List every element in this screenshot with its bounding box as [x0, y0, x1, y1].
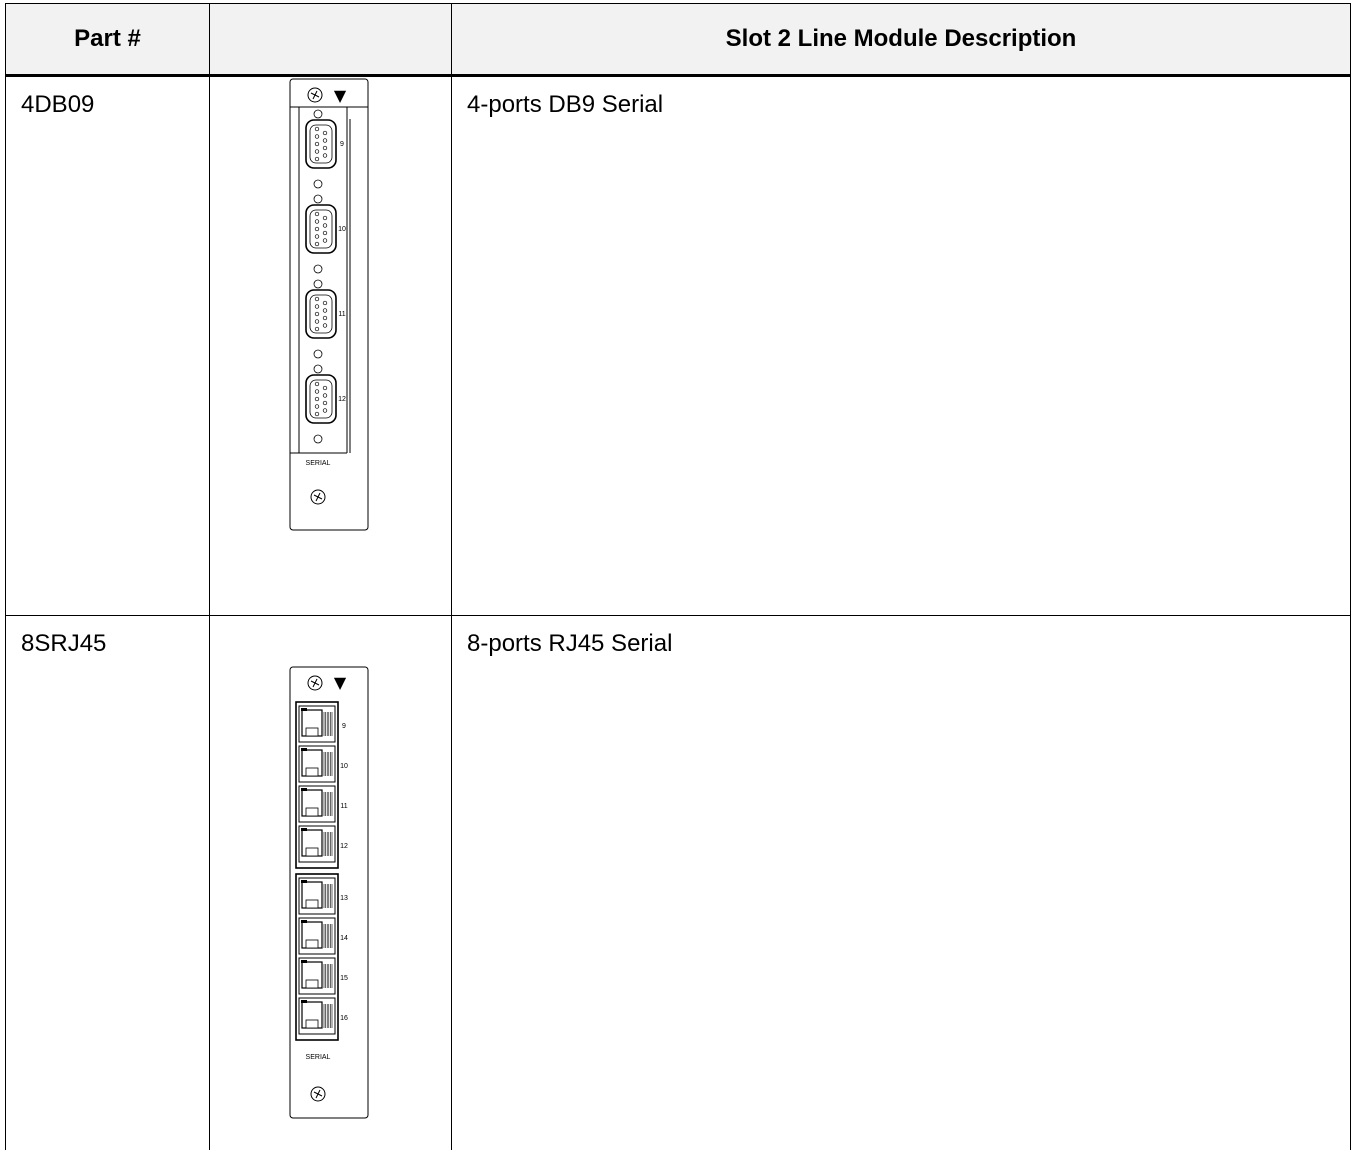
down-arrow-icon: ▼ [333, 86, 346, 105]
header-part-number: Part # [6, 4, 210, 76]
screw-icon [311, 1087, 325, 1101]
db9-port [306, 120, 336, 168]
led-indicator [314, 435, 322, 443]
screw-icon [311, 490, 325, 504]
port-number: 9 [342, 723, 346, 730]
db9-port [306, 375, 336, 423]
db9-serial-module-illustration [211, 77, 451, 599]
port-number: 12 [340, 843, 348, 850]
led-indicator [314, 265, 322, 273]
port-number: 15 [340, 975, 348, 982]
led-indicator [314, 280, 322, 288]
rj45-port [299, 918, 335, 954]
module-image-cell [210, 76, 452, 616]
screw-icon [308, 88, 322, 102]
rj45-port [299, 826, 335, 862]
rj45-port [299, 878, 335, 914]
port-number: 9 [340, 141, 344, 148]
header-image [210, 4, 452, 76]
led-indicator [314, 110, 322, 118]
db9-port [306, 290, 336, 338]
table-row [6, 616, 1351, 1150]
down-arrow-icon: ▼ [333, 673, 346, 692]
port-number: 10 [338, 226, 346, 233]
table-header-row [6, 4, 1351, 76]
port-number: 11 [338, 311, 345, 318]
port-number: 10 [340, 763, 348, 770]
part-number-cell: 8SRJ45 [6, 616, 210, 1150]
table-row [6, 76, 1351, 616]
serial-label: SERIAL [305, 1054, 330, 1061]
port-number: 11 [340, 803, 347, 810]
led-indicator [314, 365, 322, 373]
port-number: 16 [340, 1015, 348, 1022]
led-indicator [314, 350, 322, 358]
port-number: 12 [338, 396, 346, 403]
rj45-port [299, 706, 335, 742]
port-number: 14 [340, 935, 348, 942]
db9-port [306, 205, 336, 253]
module-image-cell [210, 616, 452, 1150]
description-cell: 4-ports DB9 Serial [452, 76, 1351, 616]
description-cell: 8-ports RJ45 Serial [452, 616, 1351, 1150]
part-number-cell: 4DB09 [6, 76, 210, 616]
screw-icon [308, 676, 322, 690]
serial-label: SERIAL [305, 460, 330, 467]
rj45-port [299, 958, 335, 994]
rj45-serial-module-illustration [211, 616, 451, 1134]
line-module-table [5, 3, 1351, 1150]
rj45-port [299, 786, 335, 822]
led-indicator [314, 195, 322, 203]
led-indicator [314, 180, 322, 188]
rj45-port [299, 746, 335, 782]
port-number: 13 [340, 895, 348, 902]
header-description: Slot 2 Line Module Description [452, 4, 1351, 76]
rj45-port [299, 998, 335, 1034]
